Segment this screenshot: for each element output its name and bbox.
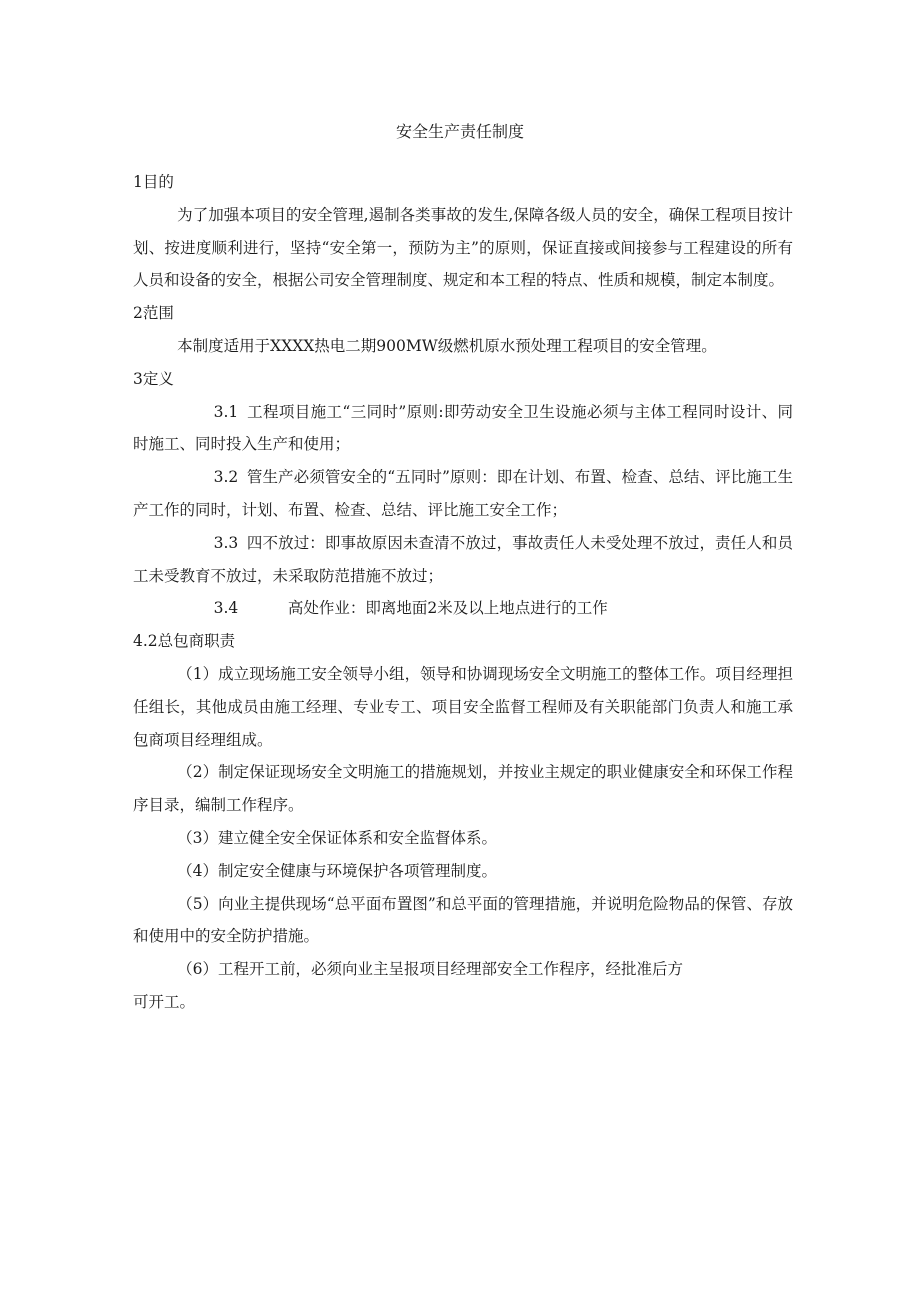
duty-item: （2）制定保证现场安全文明施工的措施规划，并按业主规定的职业健康安全和环保工作程序目录，编制工作程序。 bbox=[133, 763, 793, 815]
duty-item: （3）建立健全安全保证体系和安全监督体系。 bbox=[177, 828, 498, 847]
document-title: 安全生产责任制度 bbox=[395, 122, 524, 141]
clause-number: 3.3 bbox=[213, 533, 239, 552]
clause-text: 工程项目施工“三同时”原则:即劳动安全卫生设施必须与主体工程同时设计、同时施工、同时投入生产和使用； bbox=[133, 402, 793, 454]
definition-clause bbox=[133, 527, 793, 593]
section-heading-definitions: 3定义 bbox=[133, 369, 174, 388]
clause-number: 3.1 bbox=[213, 402, 239, 421]
clause-text: 管生产必须管安全的“五同时”原则：即在计划、布置、检查、总结、评比施工生产工作的同时，计划、布置、检查、总结、评比施工安全工作； bbox=[133, 468, 793, 519]
duty-item-line: 可开工。 bbox=[133, 992, 196, 1011]
duty-item: （5）向业主提供现场“总平面布置图”和总平面的管理措施，并说明危险物品的保管、存放和使用中的安全防护措施。 bbox=[133, 894, 793, 946]
section-heading-contractor-duties: 4.2总包商职责 bbox=[133, 632, 236, 651]
section-heading-purpose: 1目的 bbox=[133, 173, 174, 191]
section-body-purpose: 为了加强本项目的安全管理,遏制各类事故的发生,保障各级人员的安全，确保工程项目按计划、按进度顺利进行，坚持“安全第一，预防为主”的原则，保证直接或间接参与工程建设的所有人员和设备的安全，根据公司安全管理制度、规定和本工程的特点、性质和规模，制定本制度。 bbox=[133, 205, 793, 290]
duty-item-line: （6）工程开工前，必须向业主呈报项目经理部安全工作程序，经批准后方 bbox=[177, 960, 684, 979]
section-heading-scope: 2范围 bbox=[133, 304, 174, 323]
duty-item: （4）制定安全健康与环境保护各项管理制度。 bbox=[177, 861, 498, 880]
clause-text: 高处作业：即离地面2米及以上地点进行的工作 bbox=[287, 599, 608, 618]
clause-number: 3.4 bbox=[213, 599, 239, 618]
section-body-scope: 本制度适用于XXXX热电二期900MW级燃机原水预处理工程项目的安全管理。 bbox=[177, 336, 717, 355]
definition-clause bbox=[133, 592, 793, 625]
clause-text: 四不放过：即事故原因未查清不放过，事故责任人未受处理不放过，责任人和员工未受教育不放过，未采取防范措施不放过； bbox=[133, 533, 793, 585]
definition-clause bbox=[133, 396, 793, 462]
clause-number: 3.2 bbox=[213, 468, 239, 487]
duty-item: （1）成立现场施工安全领导小组，领导和协调现场安全文明施工的整体工作。项目经理担任组长，其他成员由施工经理、专业专工、项目安全监督工程师及有关职能部门负责人和施工承包商项目经理组成。 bbox=[133, 664, 793, 749]
document-body bbox=[133, 166, 793, 1019]
definition-clause bbox=[133, 461, 793, 527]
